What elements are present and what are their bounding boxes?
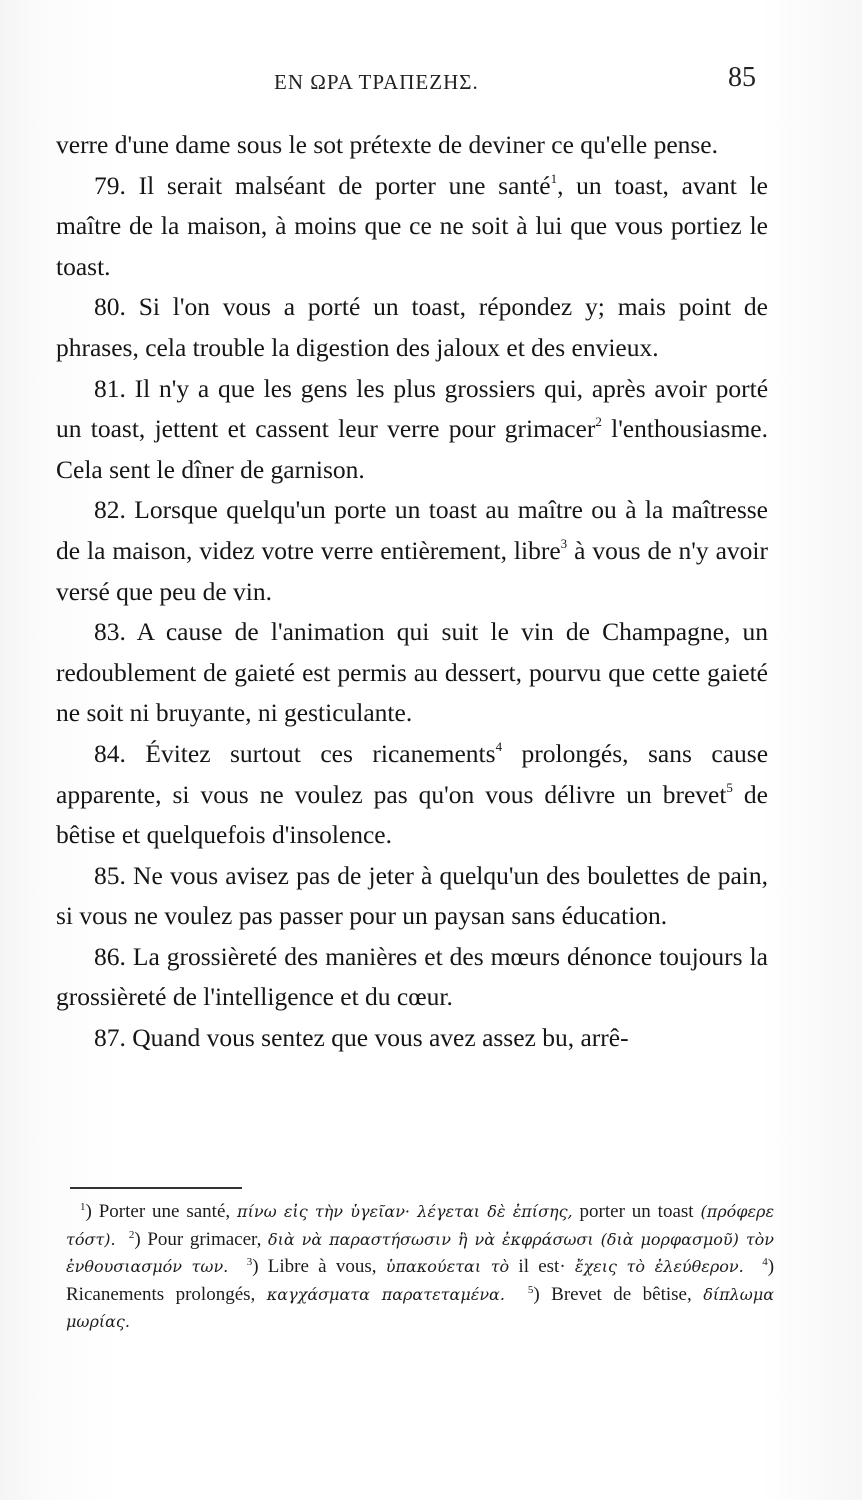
paragraph-number: 80. [94, 292, 126, 322]
paragraph-number: 87. [94, 1023, 126, 1053]
paragraph-86: 86. La grossièreté des manières et des mœurs dénonce toujours la grossièreté de l'intelligence et du cœur. [56, 941, 768, 1012]
footnote-marker: 5 [726, 779, 733, 795]
paragraph-number: 82. [94, 495, 126, 525]
paragraph-85: 85. Ne vous avisez pas de jeter à quelqu'un des boulettes de pain, si vous ne voulez pas passer pour un paysan sans éducation. [56, 860, 769, 931]
footnotes [66, 1198, 774, 1336]
footnote-divider [70, 1187, 242, 1189]
page-number: 85 [728, 62, 756, 93]
paragraph-continued: verre d'une dame sous le sot prétexte de deviner ce qu'elle pense. [56, 130, 719, 159]
paragraph-80: 80. Si l'on vous a porté un toast, répondez y; mais point de phrases, cela trouble la digestion des jaloux et des envieux. [56, 292, 768, 362]
footnote-number: 2 [128, 1228, 135, 1241]
paragraph-79: 79. Il serait malséant de porter une santé$^1$, un toast, avant le maître de la maison, à moins que ce ne soit à lui que vous portiez le toast. [56, 170, 768, 281]
paragraph-number: 85. [94, 860, 126, 890]
page-header [0, 62, 862, 102]
body-text [56, 125, 768, 1059]
footnote-marker: 2 [595, 414, 602, 430]
paragraph-87: 87. Quand vous sentez que vous avez assez bu, arrê- [94, 1023, 629, 1053]
footnote-number: 1 [80, 1201, 86, 1213]
footnote-block: $^1$) Porter une santé, πίνω εἰς τὴν ὑγεῖαν· λέγεται δὲ ἐπίσης, porter un toast (πρόφερε τόστ). $^2$) Pour grimacer, διὰ νὰ παραστήσωσιν ἢ νὰ ἐκφράσωσι (διὰ μορφασμοῦ) τὸν ἐνθουσιασμόν των. $^3$) Libre à vous, ὑπακούεται τὸ il est· ἔχεις τὸ ἐλεύθερον. $^4$) Ricanements prolongés, καγχάσματα παρατεταμένα. $^5$) Brevet de bêtise, δίπλωμα μωρίας. [66, 1201, 775, 1331]
paragraph-number: 86. [94, 941, 126, 971]
footnote-number: 5 [527, 1283, 534, 1296]
paragraph-81: 81. Il n'y a que les gens les plus grossiers qui, après avoir porté un toast, jettent et cassent leur verre pour grimacer$^2$ l'enthousiasme. Cela sent le dîner de garnison. [56, 373, 769, 484]
paragraph-number: 83. [94, 617, 126, 647]
paragraph-number: 84. [94, 738, 126, 768]
paragraph-number: 81. [94, 373, 126, 403]
footnote-marker: 1 [550, 170, 558, 186]
paragraph-82: 82. Lorsque quelqu'un porte un toast au maître ou à la maîtresse de la maison, videz votre verre entièrement, libre$^3$ à vous de n'y avoir versé que peu de vin. [56, 495, 768, 606]
footnote-marker: 3 [560, 535, 568, 551]
paragraph-84: 84. Évitez surtout ces ricanements$^4$ prolongés, sans cause apparente, si vous ne voulez pas qu'on vous délivre un brevet$^5$ de bêtise et quelquefois d'insolence. [56, 738, 769, 850]
paragraph-83: 83. A cause de l'animation qui suit le vin de Champagne, un redoublement de gaieté est permis au dessert, pourvu que cette gaieté ne soit ni bruyante, ni gesticulante. [56, 617, 769, 728]
footnote-marker: 4 [495, 738, 503, 754]
paragraph-number: 79. [94, 170, 126, 200]
footnote-number: 4 [762, 1256, 768, 1268]
running-head: ΕΝ ΩΡΑ ΤΡΑΠΕΖΗΣ. [274, 70, 479, 94]
footnote-number: 3 [246, 1256, 253, 1268]
